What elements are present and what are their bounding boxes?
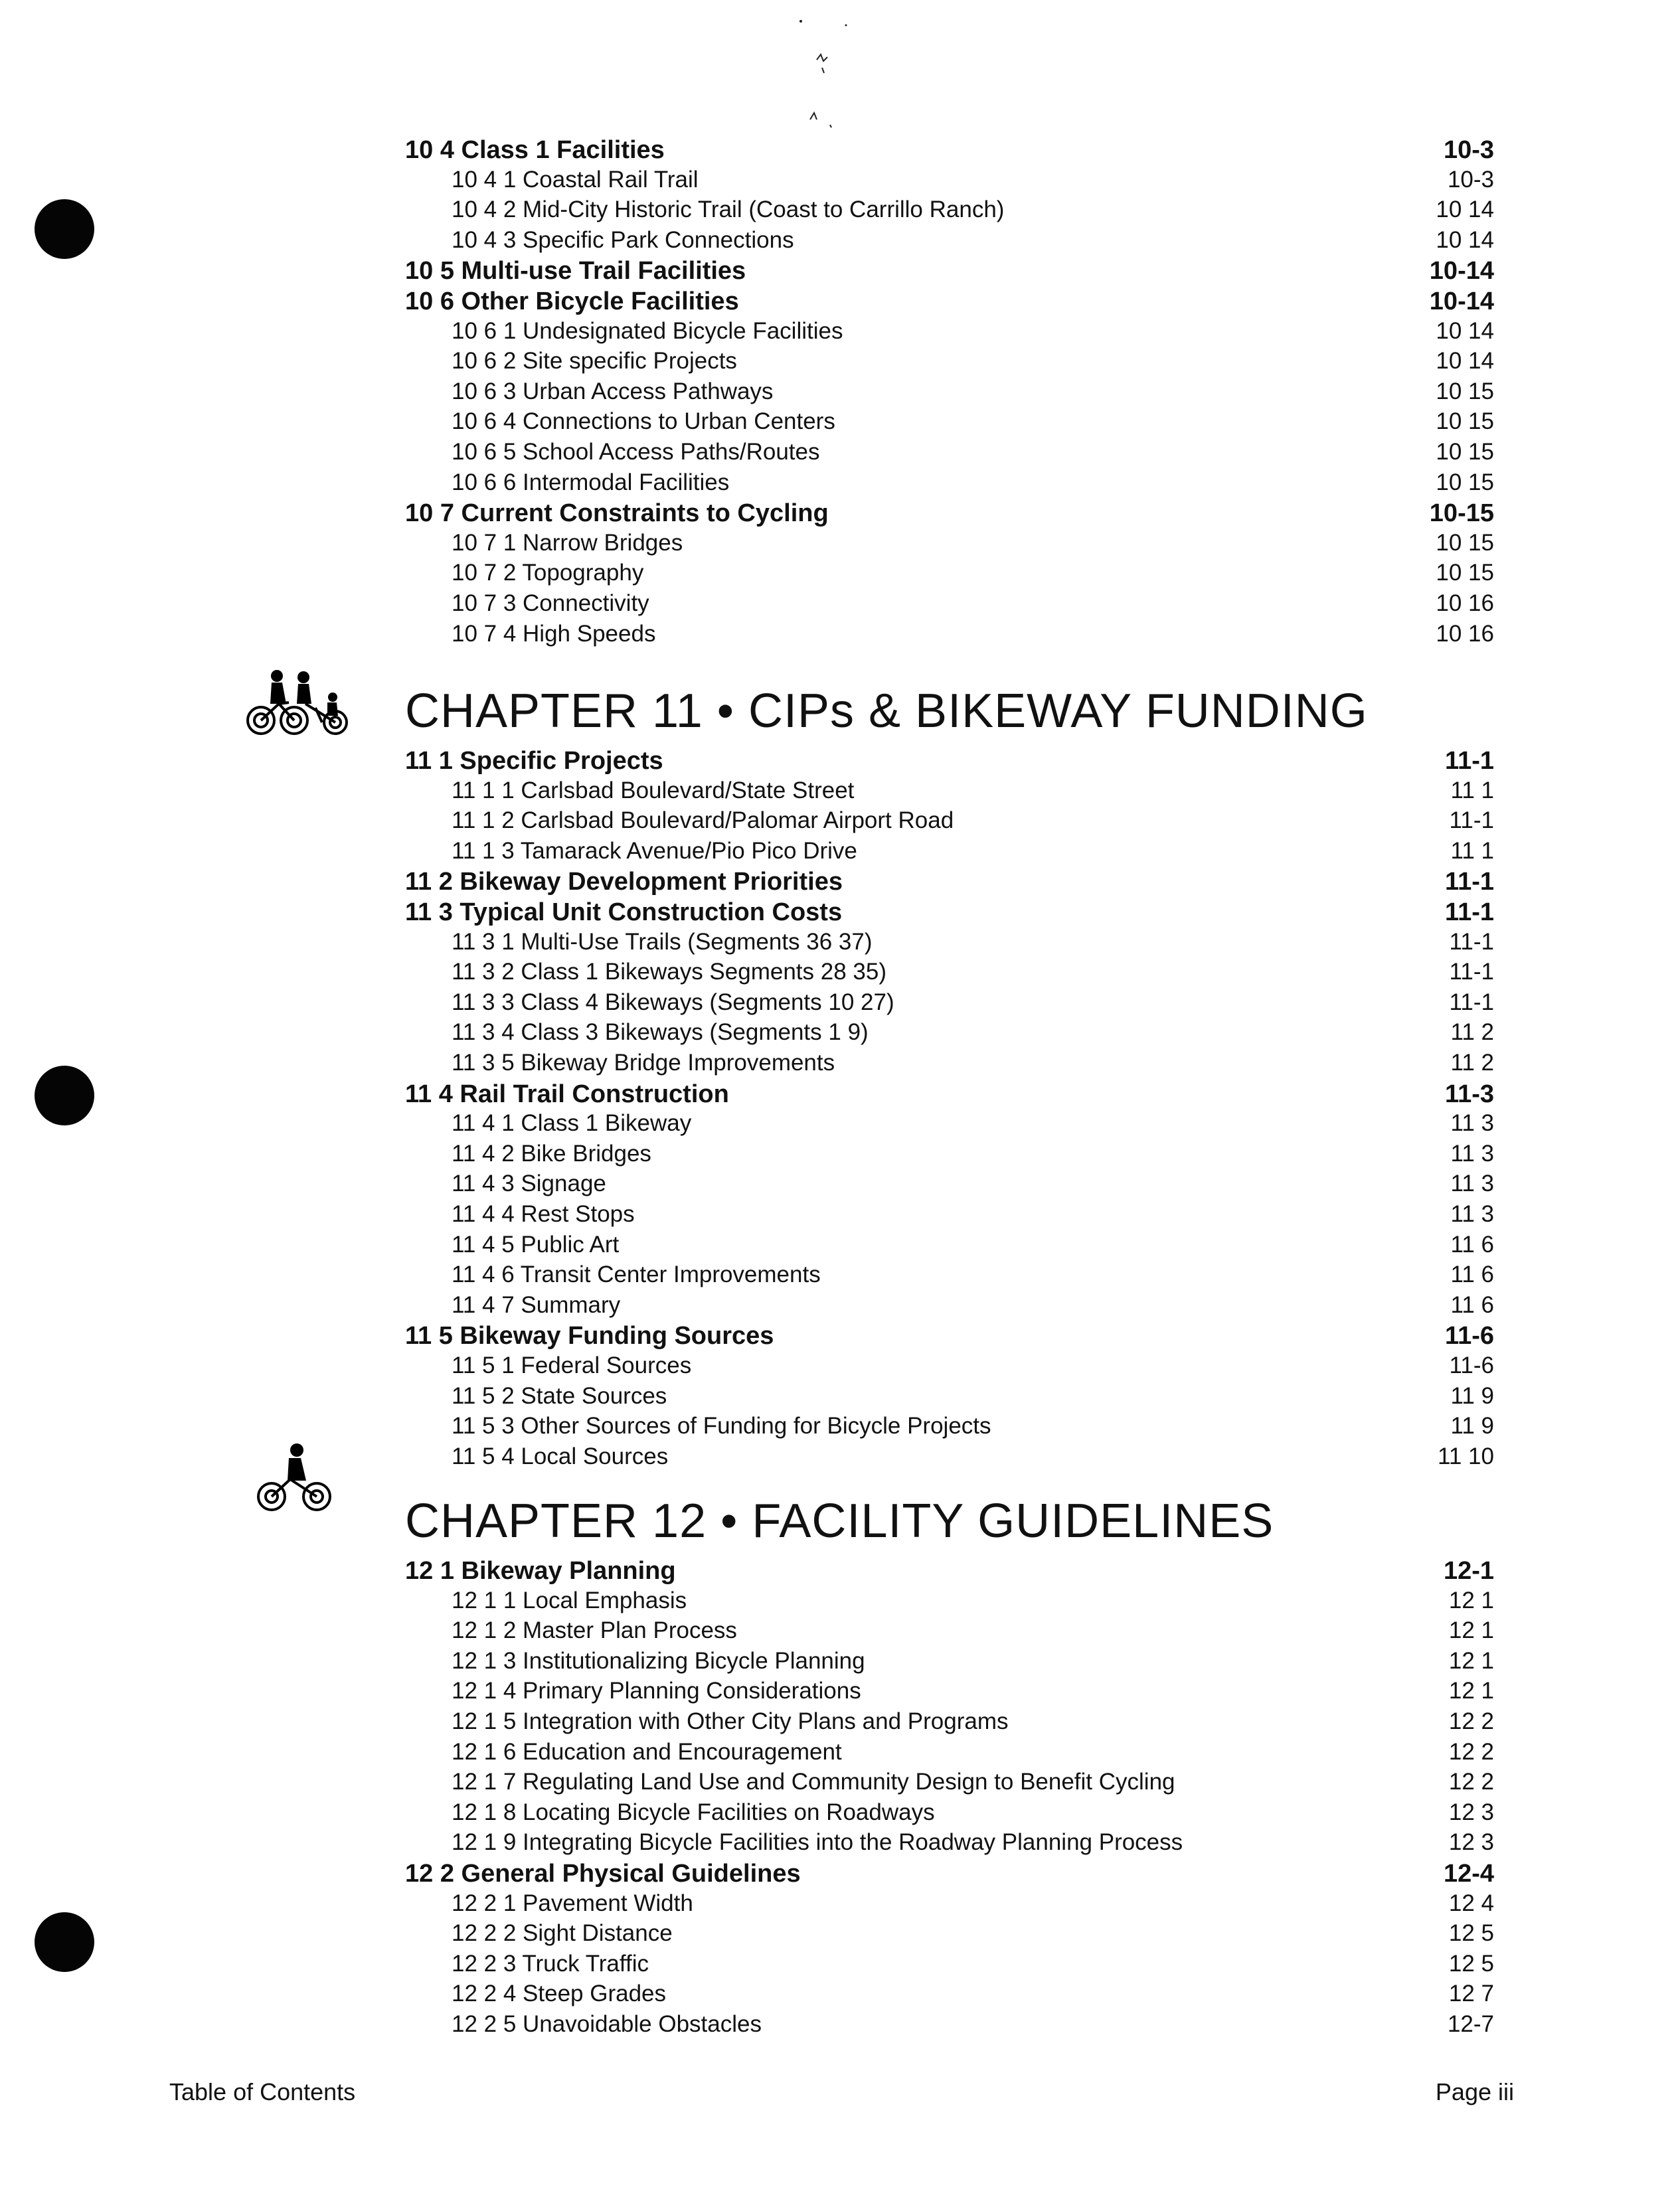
toc-subsection-row — [405, 167, 1494, 193]
toc-subsection-row — [405, 348, 1494, 374]
toc-entry-label: 11 2 Bikeway Development Priorities — [405, 868, 843, 896]
toc-entry-page: 11 9 — [1450, 1413, 1494, 1439]
toc-entry-label: 11 4 5 Public Art — [452, 1231, 620, 1258]
toc-entry-page: 12 7 — [1448, 1981, 1494, 2007]
toc-subsection-row — [405, 1171, 1494, 1197]
toc-subsection-row — [405, 469, 1494, 496]
toc-heading-row — [405, 868, 1494, 896]
binder-hole-top — [35, 199, 94, 259]
toc-heading-row — [405, 257, 1494, 286]
toc-entry-label: 10 6 2 Site specific Projects — [452, 348, 737, 374]
toc-entry-page: 10-15 — [1429, 499, 1494, 528]
toc-entry-page: 10 15 — [1436, 529, 1494, 556]
toc-entry-label: 11 4 7 Summary — [452, 1291, 621, 1318]
toc-entry-label: 11 5 1 Federal Sources — [452, 1352, 692, 1378]
toc-entry-label: 10 7 Current Constraints to Cycling — [405, 499, 829, 528]
toc-entry-label: 11 3 1 Multi-Use Trails (Segments 36 37) — [452, 928, 873, 955]
toc-entry-label: 11 3 2 Class 1 Bikeways Segments 28 35) — [452, 959, 886, 985]
toc-subsection-row — [405, 1201, 1494, 1228]
toc-subsection-row — [405, 560, 1494, 586]
toc-entry-page: 12 1 — [1448, 1617, 1494, 1644]
toc-entry-label: 12 1 9 Integrating Bicycle Facilities into the Roadway Planning Process — [452, 1829, 1183, 1856]
toc-entry-page: 11 3 — [1450, 1140, 1494, 1167]
toc-entry-label: 11 5 Bikeway Funding Sources — [405, 1322, 774, 1351]
toc-entry-page: 12 1 — [1448, 1678, 1494, 1704]
toc-entry-label: 10 4 1 Coastal Rail Trail — [452, 166, 699, 193]
toc-entry-label: 11 4 4 Rest Stops — [452, 1201, 635, 1227]
toc-subsection-row — [405, 439, 1494, 465]
toc-subsection-row — [405, 1292, 1494, 1319]
toc-heading-row — [405, 1557, 1494, 1586]
toc-entry-label: 11 1 Specific Projects — [405, 747, 663, 775]
toc-subsection-row — [405, 1769, 1494, 1795]
toc-entry-page: 11 10 — [1438, 1443, 1494, 1469]
chapter-11-title: CHAPTER 11 • CIPs & BIKEWAY FUNDING — [405, 685, 1368, 738]
toc-entry-label: 11 3 5 Bikeway Bridge Improvements — [452, 1050, 835, 1076]
toc-subsection-row — [405, 1678, 1494, 1704]
toc-entry-label: 10 6 5 School Access Paths/Routes — [452, 439, 820, 465]
toc-subsection-row — [405, 959, 1494, 985]
toc-subsection-row — [405, 1110, 1494, 1137]
toc-subsection-row — [405, 227, 1494, 254]
toc-heading-row — [405, 136, 1494, 165]
toc-entry-label: 12 1 8 Locating Bicycle Facilities on Roadways — [452, 1799, 935, 1825]
toc-subsection-row — [405, 838, 1494, 864]
toc-subsection-row — [405, 1890, 1494, 1917]
toc-entry-page: 11 1 — [1450, 777, 1494, 803]
toc-entry-label: 10 6 3 Urban Access Pathways — [452, 378, 774, 404]
toc-heading-row — [405, 499, 1494, 528]
toc-entry-page: 11-1 — [1449, 928, 1494, 955]
toc-entry-label: 11 3 3 Class 4 Bikeways (Segments 10 27) — [452, 989, 894, 1015]
toc-entry-label: 11 1 1 Carlsbad Boulevard/State Street — [452, 777, 855, 803]
toc-entry-page: 11 3 — [1450, 1110, 1494, 1137]
toc-subsection-row — [405, 1739, 1494, 1765]
toc-entry-label: 12 2 General Physical Guidelines — [405, 1860, 801, 1888]
toc-subsection-row — [405, 318, 1494, 345]
toc-entry-page: 12 3 — [1448, 1799, 1494, 1825]
toc-entry-label: 12 2 2 Sight Distance — [452, 1920, 673, 1947]
toc-entry-page: 11 1 — [1450, 837, 1494, 864]
toc-entry-page: 10-3 — [1447, 166, 1494, 193]
chapter-12-title: CHAPTER 12 • FACILITY GUIDELINES — [405, 1495, 1274, 1548]
toc-entry-page: 10 14 — [1436, 226, 1494, 253]
toc-entry-label: 12 2 3 Truck Traffic — [452, 1950, 649, 1977]
toc-entry-label: 11 1 3 Tamarack Avenue/Pio Pico Drive — [452, 837, 857, 864]
toc-entry-page: 11-1 — [1445, 868, 1494, 896]
toc-subsection-row — [405, 807, 1494, 834]
toc-subsection-row — [405, 408, 1494, 435]
toc-entry-page: 12-7 — [1447, 2011, 1494, 2037]
toc-entry-page: 10 15 — [1436, 408, 1494, 435]
toc-subsection-row — [405, 621, 1494, 647]
toc-entry-label: 11 3 Typical Unit Construction Costs — [405, 898, 843, 926]
toc-entry-label: 10 7 2 Topography — [452, 560, 644, 586]
toc-entry-label: 11 5 3 Other Sources of Funding for Bicycle Projects — [452, 1413, 991, 1439]
toc-subsection-row — [405, 1708, 1494, 1735]
toc-subsection-row — [405, 929, 1494, 955]
toc-entry-page: 10 14 — [1436, 197, 1494, 223]
toc-entry-page: 12 5 — [1448, 1920, 1494, 1947]
toc-entry-page: 11-1 — [1449, 959, 1494, 985]
toc-subsection-row — [405, 197, 1494, 223]
toc-subsection-row — [405, 1799, 1494, 1826]
toc-subsection-row — [405, 1383, 1494, 1410]
toc-subsection-row — [405, 989, 1494, 1016]
toc-subsection-row — [405, 1232, 1494, 1258]
toc-heading-row — [405, 287, 1494, 316]
toc-subsection-row — [405, 1019, 1494, 1046]
toc-entry-page: 11 3 — [1450, 1171, 1494, 1197]
toc-entry-page: 12 1 — [1448, 1647, 1494, 1674]
toc-entry-page: 10 14 — [1436, 317, 1494, 344]
toc-entry-page: 12 2 — [1448, 1738, 1494, 1765]
toc-entry-label: 12 2 5 Unavoidable Obstacles — [452, 2011, 762, 2037]
footer-label: Table of Contents — [169, 2078, 356, 2105]
toc-subsection-row — [405, 1050, 1494, 1076]
toc-subsection-row — [405, 778, 1494, 804]
toc-heading-row — [405, 1860, 1494, 1888]
toc-entry-page: 10 16 — [1436, 590, 1494, 616]
toc-entry-page: 11-1 — [1445, 747, 1494, 775]
toc-entry-page: 12 1 — [1448, 1587, 1494, 1613]
toc-entry-label: 11 3 4 Class 3 Bikeways (Segments 1 9) — [452, 1019, 869, 1046]
toc-entry-label: 12 1 5 Integration with Other City Plans and Programs — [452, 1708, 1009, 1734]
toc-entry-label: 12 1 6 Education and Encouragement — [452, 1738, 842, 1765]
toc-entry-label: 10 4 3 Specific Park Connections — [452, 226, 794, 253]
toc-entry-label: 12 1 2 Master Plan Process — [452, 1617, 737, 1644]
toc-entry-label: 12 1 Bikeway Planning — [405, 1557, 676, 1585]
toc-entry-label: 11 4 1 Class 1 Bikeway — [452, 1110, 692, 1137]
toc-entry-label: 12 1 3 Institutionalizing Bicycle Planning — [452, 1647, 865, 1674]
toc-entry-label: 11 4 6 Transit Center Improvements — [452, 1262, 821, 1288]
toc-entry-label: 10 6 1 Undesignated Bicycle Facilities — [452, 317, 843, 344]
toc-subsection-row — [405, 1829, 1494, 1856]
toc-entry-page: 10 15 — [1436, 560, 1494, 586]
toc-entry-label: 11 1 2 Carlsbad Boulevard/Palomar Airport Road — [452, 807, 954, 834]
toc-entry-label: 12 1 4 Primary Planning Considerations — [452, 1678, 861, 1704]
toc-entry-label: 11 5 2 State Sources — [452, 1382, 667, 1409]
binder-hole-bottom — [35, 1912, 94, 1972]
toc-entry-label: 10 7 3 Connectivity — [452, 590, 649, 616]
page-number: Page iii — [1435, 2078, 1514, 2105]
toc-entry-page: 12 2 — [1448, 1708, 1494, 1734]
toc-entry-page: 12 3 — [1448, 1829, 1494, 1856]
toc-entry-label: 11 4 Rail Trail Construction — [405, 1080, 729, 1108]
toc-entry-page: 10 15 — [1436, 378, 1494, 404]
toc-entry-page: 11 6 — [1450, 1291, 1494, 1318]
toc-subsection-row — [405, 1352, 1494, 1379]
toc-entry-label: 10 6 6 Intermodal Facilities — [452, 469, 730, 495]
toc-entry-page: 11 2 — [1450, 1019, 1494, 1046]
toc-entry-page: 12 5 — [1448, 1950, 1494, 1977]
toc-entry-page: 10 16 — [1436, 620, 1494, 647]
toc-entry-page: 12-1 — [1443, 1557, 1494, 1585]
toc-entry-page: 10-14 — [1429, 287, 1494, 315]
toc-entry-label: 12 1 1 Local Emphasis — [452, 1587, 687, 1613]
toc-subsection-row — [405, 378, 1494, 405]
toc-entry-label: 10 6 Other Bicycle Facilities — [405, 287, 739, 315]
toc-entry-label: 12 2 1 Pavement Width — [452, 1890, 693, 1916]
toc-entry-label: 10 4 Class 1 Facilities — [405, 136, 665, 164]
toc-entry-label: 12 1 7 Regulating Land Use and Community Design to Benefit Cycling — [452, 1769, 1175, 1795]
toc-subsection-row — [405, 1262, 1494, 1288]
toc-subsection-row — [405, 530, 1494, 556]
toc-heading-row — [405, 1322, 1494, 1351]
toc-entry-page: 10 15 — [1436, 469, 1494, 495]
toc-entry-page: 10-3 — [1443, 136, 1494, 164]
toc-subsection-row — [405, 1648, 1494, 1675]
toc-heading-row — [405, 1080, 1494, 1109]
toc-entry-page: 11 2 — [1450, 1050, 1494, 1076]
toc-subsection-row — [405, 1588, 1494, 1614]
toc-entry-label: 11 5 4 Local Sources — [452, 1443, 669, 1469]
binder-hole-middle — [35, 1066, 94, 1125]
toc-entry-page: 10-14 — [1429, 257, 1494, 286]
toc-subsection-row — [405, 1981, 1494, 2007]
toc-subsection-row — [405, 1617, 1494, 1644]
toc-subsection-row — [405, 1951, 1494, 1977]
toc-subsection-row — [405, 1920, 1494, 1947]
toc-subsection-row — [405, 2011, 1494, 2038]
toc-entry-page: 11 3 — [1450, 1201, 1494, 1227]
toc-entry-page: 11-1 — [1449, 989, 1494, 1015]
toc-entry-page: 12-4 — [1443, 1860, 1494, 1888]
toc-entry-page: 12 4 — [1448, 1890, 1494, 1916]
toc-entry-label: 11 4 3 Signage — [452, 1171, 606, 1197]
toc-entry-label: 10 7 4 High Speeds — [452, 620, 656, 647]
toc-subsection-row — [405, 1141, 1494, 1167]
toc-entry-page: 10 14 — [1436, 348, 1494, 374]
toc-entry-page: 11 6 — [1450, 1231, 1494, 1258]
toc-entry-page: 11-6 — [1449, 1352, 1494, 1378]
toc-subsection-row — [405, 1413, 1494, 1439]
toc-entry-page: 11 9 — [1450, 1382, 1494, 1409]
toc-entry-page: 11 6 — [1450, 1262, 1494, 1288]
cyclist-icon — [256, 1441, 335, 1514]
toc-entry-page: 11-6 — [1445, 1322, 1494, 1351]
family-bicycle-icon — [242, 664, 355, 737]
toc-entry-label: 10 7 1 Narrow Bridges — [452, 529, 683, 556]
toc-entry-page: 11-1 — [1449, 807, 1494, 834]
toc-entry-label: 10 5 Multi-use Trail Facilities — [405, 257, 746, 286]
toc-entry-label: 12 2 4 Steep Grades — [452, 1981, 666, 2007]
toc-entry-label: 10 6 4 Connections to Urban Centers — [452, 408, 835, 435]
scan-specks — [784, 13, 863, 133]
toc-entry-page: 12 2 — [1448, 1769, 1494, 1795]
toc-entry-page: 11-3 — [1445, 1080, 1494, 1108]
toc-entry-page: 11-1 — [1445, 898, 1494, 926]
toc-subsection-row — [405, 590, 1494, 617]
toc-entry-page: 10 15 — [1436, 439, 1494, 465]
toc-entry-label: 10 4 2 Mid-City Historic Trail (Coast to Carrillo Ranch) — [452, 197, 1005, 223]
toc-heading-row — [405, 898, 1494, 927]
toc-heading-row — [405, 747, 1494, 776]
toc-subsection-row — [405, 1443, 1494, 1470]
toc-entry-label: 11 4 2 Bike Bridges — [452, 1140, 651, 1167]
